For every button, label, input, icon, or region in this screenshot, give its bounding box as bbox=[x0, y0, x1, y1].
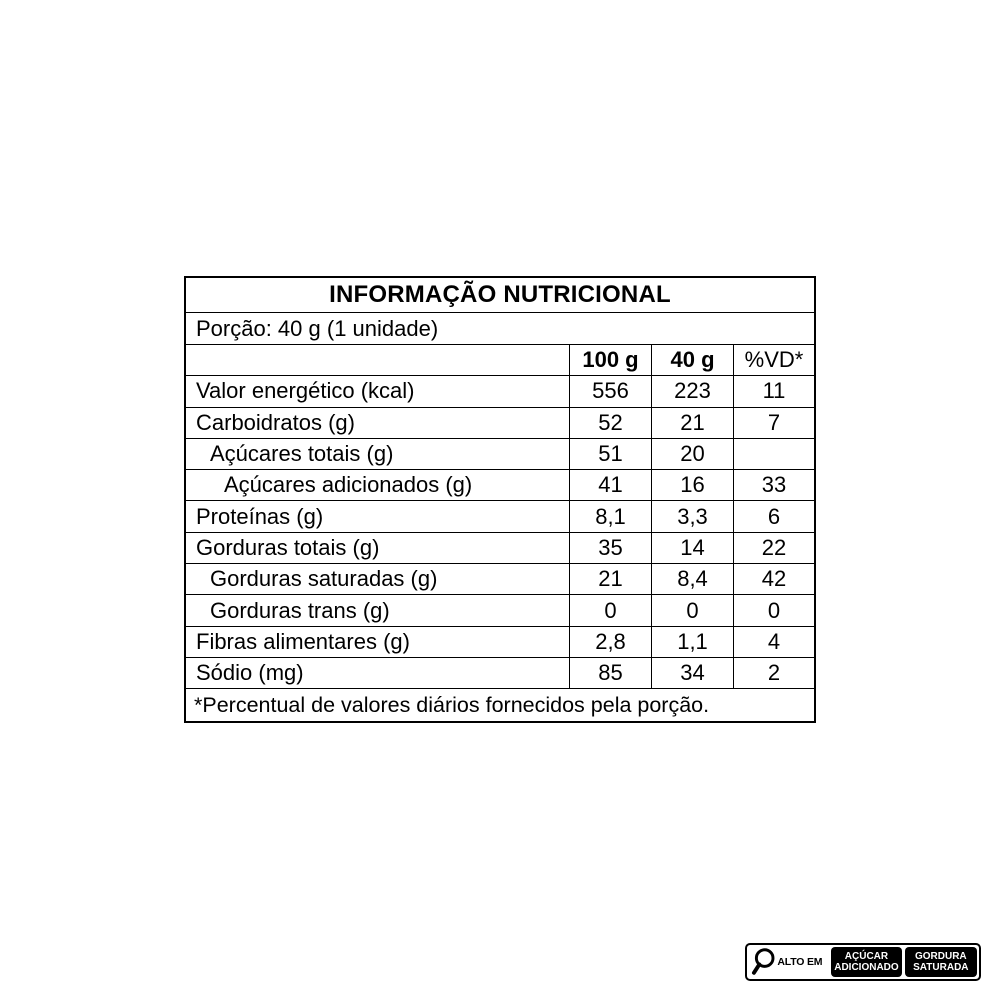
header-vd: %VD* bbox=[733, 345, 814, 375]
value-40g: 223 bbox=[651, 376, 733, 406]
nutrition-facts-table bbox=[184, 276, 816, 723]
table-row bbox=[186, 564, 814, 595]
table-row bbox=[186, 408, 814, 439]
nutrient-label: Proteínas (g) bbox=[196, 503, 324, 529]
table-row bbox=[186, 533, 814, 564]
header-100g: 100 g bbox=[569, 345, 651, 375]
nutrient-label: Sódio (mg) bbox=[196, 660, 304, 686]
table-row bbox=[186, 627, 814, 658]
header-40g: 40 g bbox=[651, 345, 733, 375]
seal-alto-em: ALTO EM bbox=[777, 956, 823, 968]
value-40g: 14 bbox=[651, 533, 733, 563]
magnifier-icon bbox=[751, 947, 776, 977]
table-row bbox=[186, 501, 814, 532]
value-100g: 41 bbox=[569, 470, 651, 500]
table-row bbox=[186, 470, 814, 501]
value-vd bbox=[733, 439, 814, 469]
value-100g: 21 bbox=[569, 564, 651, 594]
nutrient-label: Fibras alimentares (g) bbox=[196, 628, 410, 654]
seal-box1-line2: ADICIONADO bbox=[834, 962, 899, 973]
table-row bbox=[186, 376, 814, 407]
value-vd: 7 bbox=[733, 408, 814, 438]
value-40g: 0 bbox=[651, 595, 733, 625]
table-row bbox=[186, 658, 814, 689]
table-title: INFORMAÇÃO NUTRICIONAL bbox=[186, 278, 814, 313]
value-vd: 6 bbox=[733, 501, 814, 531]
value-40g: 1,1 bbox=[651, 627, 733, 657]
value-vd: 11 bbox=[733, 376, 814, 406]
value-vd: 4 bbox=[733, 627, 814, 657]
value-40g: 21 bbox=[651, 408, 733, 438]
seal-box2-line2: SATURADA bbox=[913, 962, 969, 973]
table-row bbox=[186, 595, 814, 626]
value-vd: 2 bbox=[733, 658, 814, 688]
table-row bbox=[186, 439, 814, 470]
nutrient-label: Gorduras totais (g) bbox=[196, 534, 380, 560]
value-100g: 0 bbox=[569, 595, 651, 625]
value-100g: 35 bbox=[569, 533, 651, 563]
seal-saturated-fat bbox=[905, 947, 977, 977]
value-40g: 16 bbox=[651, 470, 733, 500]
value-100g: 51 bbox=[569, 439, 651, 469]
value-40g: 34 bbox=[651, 658, 733, 688]
nutrient-label: Açúcares totais (g) bbox=[210, 441, 394, 467]
value-40g: 8,4 bbox=[651, 564, 733, 594]
value-vd: 33 bbox=[733, 470, 814, 500]
value-40g: 20 bbox=[651, 439, 733, 469]
value-100g: 2,8 bbox=[569, 627, 651, 657]
nutrient-label: Carboidratos (g) bbox=[196, 409, 355, 435]
nutrient-label: Gorduras trans (g) bbox=[210, 597, 390, 623]
value-100g: 52 bbox=[569, 408, 651, 438]
value-vd: 22 bbox=[733, 533, 814, 563]
nutrient-label: Gorduras saturadas (g) bbox=[210, 566, 438, 592]
nutrient-label: Açúcares adicionados (g) bbox=[224, 472, 473, 498]
seal-added-sugar bbox=[831, 947, 901, 977]
value-100g: 85 bbox=[569, 658, 651, 688]
seal-box2-line1: GORDURA bbox=[914, 951, 967, 962]
header-row bbox=[186, 345, 814, 376]
seal-box1-line1: AÇÚCAR bbox=[844, 951, 889, 962]
value-vd: 42 bbox=[733, 564, 814, 594]
header-label bbox=[186, 345, 569, 375]
value-40g: 3,3 bbox=[651, 501, 733, 531]
portion-info: Porção: 40 g (1 unidade) bbox=[186, 313, 814, 345]
front-warning-seal bbox=[745, 943, 981, 981]
value-100g: 556 bbox=[569, 376, 651, 406]
value-vd: 0 bbox=[733, 595, 814, 625]
table-footnote: *Percentual de valores diários fornecidos pela porção. bbox=[194, 692, 710, 717]
value-100g: 8,1 bbox=[569, 501, 651, 531]
nutrient-label: Valor energético (kcal) bbox=[196, 378, 415, 404]
